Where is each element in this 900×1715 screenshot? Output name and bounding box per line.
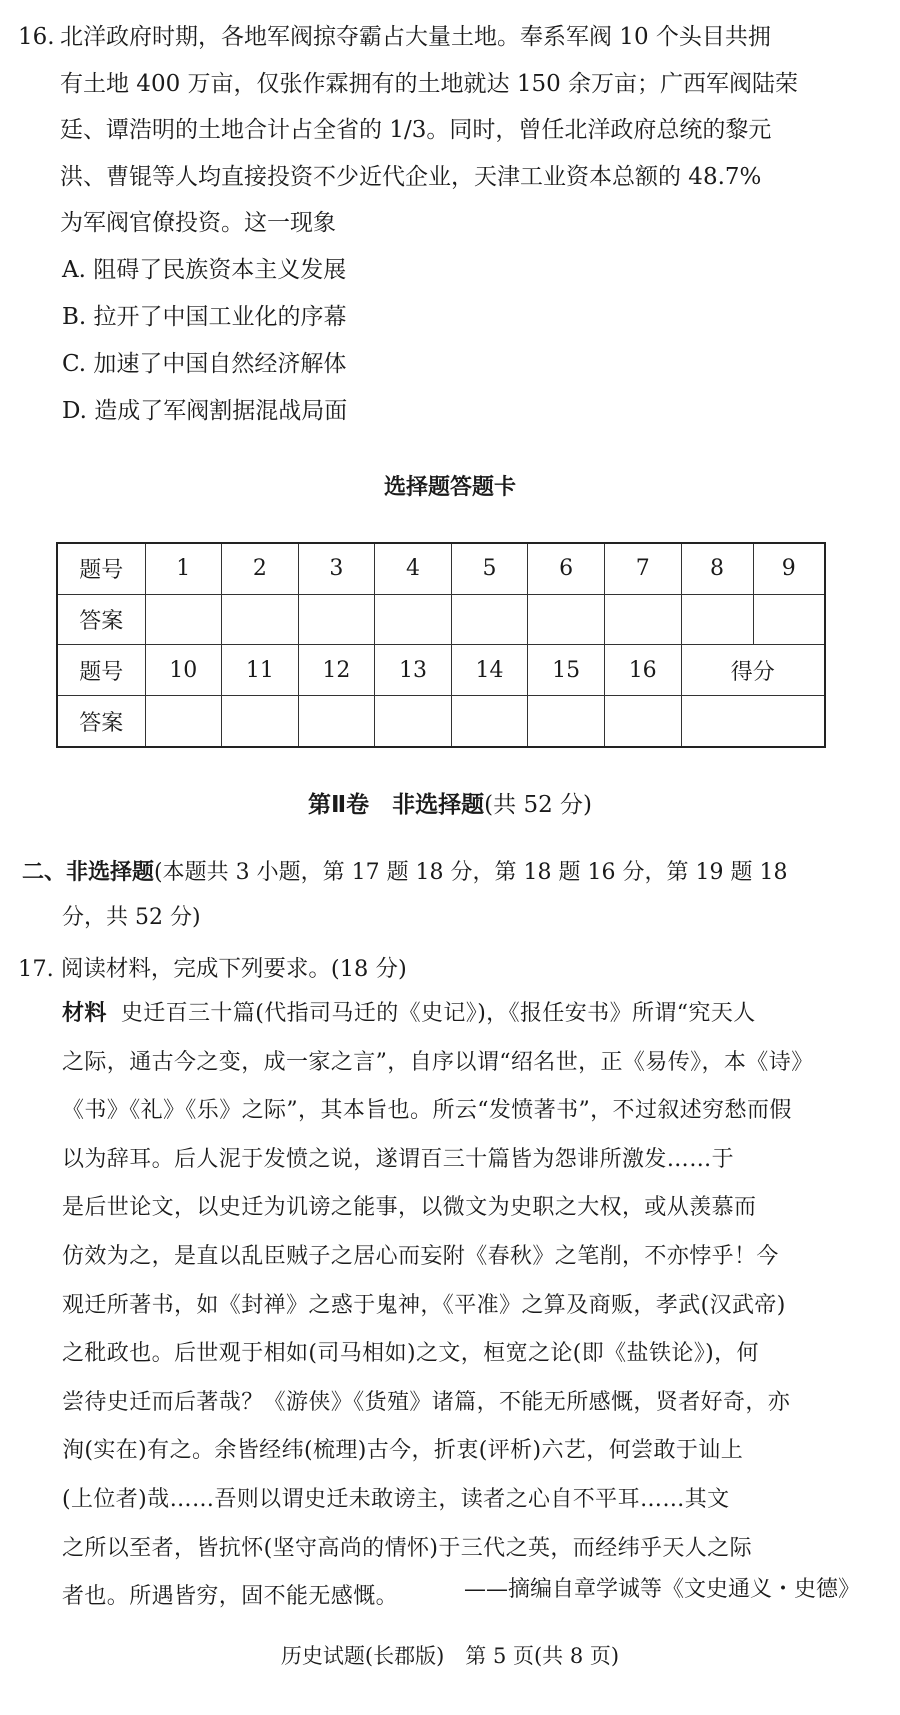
material-line: 之秕政也。后世观于相如(司马相如)之文，桓宽之论(即《盐铁论》)，何	[62, 1341, 759, 1367]
qnum-cell: 15	[528, 645, 605, 696]
qnum-cell: 9	[753, 543, 825, 594]
answer-label: 答案	[57, 696, 145, 747]
q16-line: 为军阀官僚投资。这一现象	[60, 210, 336, 236]
part2-title: 第Ⅱ卷 非选择题(共 52 分)	[308, 792, 592, 818]
qnum-cell: 1	[145, 543, 222, 594]
q16-option-a: A. 阻碍了民族资本主义发展	[62, 256, 347, 283]
qnum-cell: 4	[375, 543, 452, 594]
qnum-label: 题号	[57, 543, 145, 594]
material-line: 尝待史迁而后著哉？《游侠》《货殖》诸篇，不能无所感慨，贤者好奇，亦	[62, 1389, 791, 1415]
material-line: 者也。所遇皆穷，固不能无感慨。	[62, 1584, 399, 1610]
section2-label: 二、非选择题	[22, 860, 155, 885]
qnum-cell: 8	[681, 543, 753, 594]
answer-cell[interactable]	[604, 594, 681, 645]
answer-cell[interactable]	[375, 594, 452, 645]
answer-cell[interactable]	[222, 594, 299, 645]
answer-cell[interactable]	[375, 696, 452, 747]
answer-cell[interactable]	[681, 594, 753, 645]
material-source: ——摘编自章学诚等《文史通义・史德》	[463, 1577, 860, 1602]
material-line: 是后世论文，以史迁为讥谤之能事，以微文为史职之大权，或从羡慕而	[62, 1195, 757, 1221]
material-line: 仿效为之，是直以乱臣贼子之居心而妄附《春秋》之笔削，不亦悖乎！今	[62, 1243, 779, 1269]
question-16	[18, 14, 878, 435]
table-row	[57, 594, 825, 645]
section2-heading: 二、非选择题(本题共 3 小题，第 17 题 18 分，第 18 题 16 分，第 19 题 18 分，共 52 分)	[22, 860, 788, 930]
material-line: 之际，通古今之变，成一家之言”，自序以谓“绍名世，正《易传》，本《诗》	[62, 1049, 814, 1075]
q16-line: 有土地 400 万亩，仅张作霖拥有的土地就达 150 余万亩；广西军阀陆荣	[60, 70, 799, 97]
qnum-cell: 3	[298, 543, 375, 594]
qnum-cell: 13	[375, 645, 452, 696]
score-cell[interactable]	[681, 696, 825, 747]
qnum-cell: 16	[604, 645, 681, 696]
answer-cell[interactable]	[528, 594, 605, 645]
qnum-cell: 14	[451, 645, 528, 696]
qnum-cell: 7	[604, 543, 681, 594]
material-text: 材料 史迁百三十篇(代指司马迁的《史记》)，《报任安书》所谓“究天人 之际，通古今之变，成一家之言”，自序以谓“绍名世，正《易传》，本《诗》 《书》《礼》《乐》之际”，其本旨也。所云“发愤著书”，不过叙述穷愁而假 以为辞耳。后人泥于发愤之说，遂谓百三十篇皆为怨诽所激发……于 是后世论文，以史迁为讥谤之能事，以微文为史职之大权，或从羡慕而 仿效为之，是直以乱臣贼子之居心而妄附《春秋》之笔削，不亦悖乎！今 观迁所著书，如《封禅》之惑于鬼神，《平准》之算及商贩，孝武(汉武帝) 之秕政也。后世观于相如(司马相如)之文，桓宽之论(即《盐铁论》)，何 尝待史迁而后著哉？《游侠》《货殖》诸篇，不能无所感慨，贤者好奇，亦 洵(实在)有之。余皆经纬(梳理)古今，折衷(评析)六艺，何尝敢于讪上 (上位者)哉……吾则以谓史迁未敢谤主，读者之心自不平耳……其文 之所以至者，皆抗怀(坚守高尚的情怀)于三代之英，而经纬乎天人之际 者也。所遇皆穷，固不能无感慨。	[62, 990, 872, 1622]
answer-label: 答案	[57, 594, 145, 645]
q16-option-b: B. 拉开了中国工业化的序幕	[62, 303, 347, 330]
qnum-cell: 10	[145, 645, 222, 696]
table-row	[57, 543, 825, 594]
answer-card-title: 选择题答题卡	[383, 475, 516, 500]
answer-cell[interactable]	[298, 696, 375, 747]
q16-line: 洪、曹锟等人均直接投资不少近代企业，天津工业资本总额的 48.7%	[60, 163, 762, 190]
material-line: 观迁所著书，如《封禅》之惑于鬼神，《平准》之算及商贩，孝武(汉武帝)	[62, 1292, 786, 1318]
question-17: 17. 阅读材料，完成下列要求。(18 分)	[18, 956, 407, 982]
material-line: (上位者)哉……吾则以谓史迁未敢谤主，读者之心自不平耳……其文	[62, 1486, 730, 1512]
answer-cell[interactable]	[451, 594, 528, 645]
q16-line: 廷、谭浩明的土地合计占全省的 1/3。同时，曾任北洋政府总统的黎元	[60, 117, 772, 143]
q16-option-d: D. 造成了军阀割据混战局面	[62, 397, 348, 424]
qnum-cell: 2	[222, 543, 299, 594]
q16-line: 16. 北洋政府时期，各地军阀掠夺霸占大量土地。奉系军阀 10 个头目共拥	[18, 14, 878, 61]
answer-cell[interactable]	[528, 696, 605, 747]
q16-option-c: C. 加速了中国自然经济解体	[62, 350, 347, 377]
q16-number: 16.	[18, 24, 55, 50]
answer-cell[interactable]	[604, 696, 681, 747]
table-row	[57, 696, 825, 747]
table-row	[57, 645, 825, 696]
answer-card-table	[56, 542, 826, 748]
answer-cell[interactable]	[298, 594, 375, 645]
qnum-cell: 5	[451, 543, 528, 594]
qnum-cell: 12	[298, 645, 375, 696]
material-label: 材料	[62, 1001, 107, 1026]
page-footer: 历史试题(长郡版) 第 5 页(共 8 页)	[280, 1644, 620, 1668]
answer-cell[interactable]	[451, 696, 528, 747]
qnum-cell: 11	[222, 645, 299, 696]
qnum-cell: 6	[528, 543, 605, 594]
answer-cell[interactable]	[222, 696, 299, 747]
answer-cell[interactable]	[145, 696, 222, 747]
answer-cell[interactable]	[753, 594, 825, 645]
answer-cell[interactable]	[145, 594, 222, 645]
qnum-label: 题号	[57, 645, 145, 696]
material-line: 洵(实在)有之。余皆经纬(梳理)古今，折衷(评析)六艺，何尝敢于讪上	[62, 1438, 744, 1464]
score-label: 得分	[681, 645, 825, 696]
material-line: 之所以至者，皆抗怀(坚守高尚的情怀)于三代之英，而经纬乎天人之际	[62, 1535, 752, 1561]
material-line: 以为辞耳。后人泥于发愤之说，遂谓百三十篇皆为怨诽所激发……于	[62, 1146, 735, 1172]
material-line: 《书》《礼》《乐》之际”，其本旨也。所云“发愤著书”，不过叙述穷愁而假	[62, 1098, 792, 1124]
